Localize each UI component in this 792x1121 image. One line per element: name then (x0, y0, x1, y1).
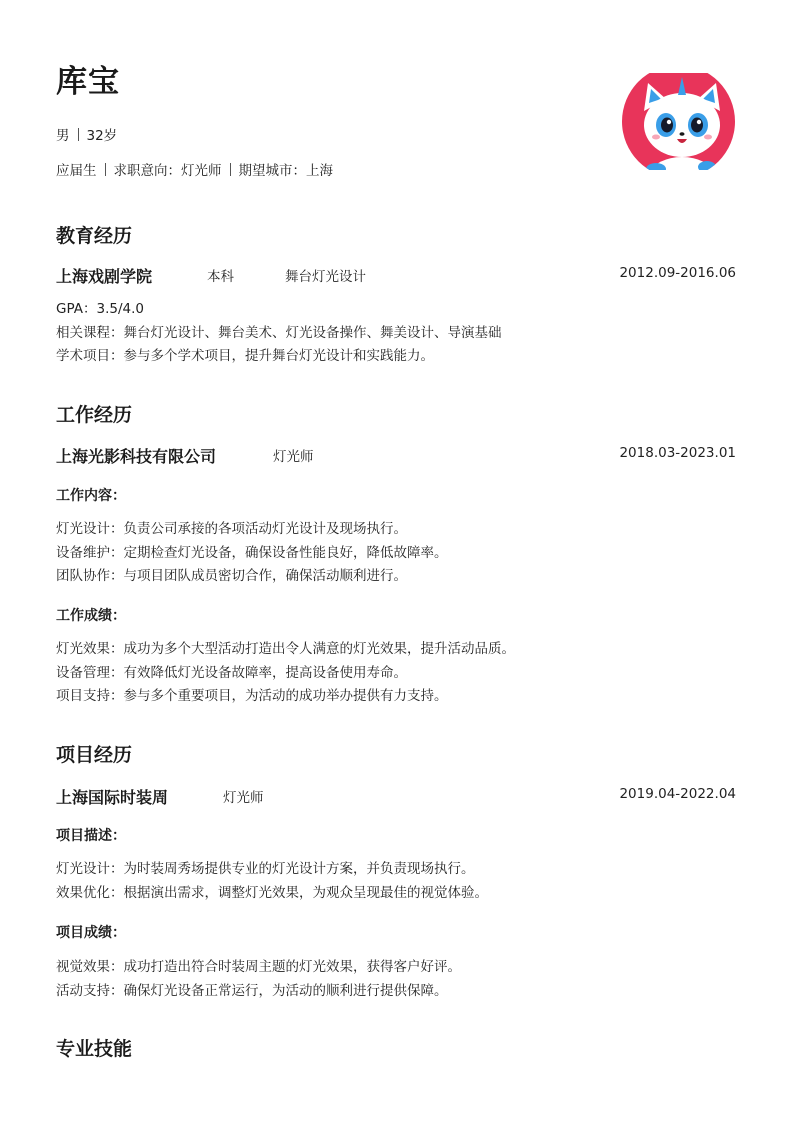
project-result-line: 活动支持：确保灯光设备正常运行，为活动的顺利进行提供保障。 (56, 982, 448, 999)
work-results-title: 工作成绩： (56, 608, 126, 624)
project-results-list (56, 956, 736, 1003)
education-line: 学术项目：参与多个学术项目，提升舞台灯光设计和实践能力。 (56, 348, 434, 364)
job-intent-info (56, 159, 333, 179)
separator (105, 163, 106, 176)
project-description-line: 效果优化：根据演出需求，调整灯光效果，为观众呈现最佳的视觉体验。 (56, 884, 488, 901)
work-result-line: 设备管理：有效降低灯光设备故障率，提高设备使用寿命。 (56, 664, 407, 681)
project-description-line: 灯光设计：为时装周秀场提供专业的灯光设计方案，并负责现场执行。 (56, 861, 475, 877)
basic-info (56, 124, 117, 144)
work-date: 2018.03-2023.01 (619, 445, 736, 461)
project-results-title: 项目成绩： (56, 925, 126, 941)
work-content-list (56, 518, 736, 589)
work-content-line: 设备维护：定期检查灯光设备，确保设备性能良好，降低故障率。 (56, 544, 448, 561)
section-title-work: 工作经历 (56, 404, 133, 426)
work-role: 灯光师 (273, 449, 314, 465)
project-role: 灯光师 (223, 790, 264, 806)
project-date: 2019.04-2022.04 (619, 786, 736, 802)
project-result-line: 视觉效果：成功打造出符合时装周主题的灯光效果，获得客户好评。 (56, 959, 461, 975)
work-content-line: 团队协作：与项目团队成员密切合作，确保活动顺利进行。 (56, 568, 407, 584)
project-description-list (56, 858, 736, 905)
school-name: 上海戏剧学院 (56, 267, 153, 286)
work-content-line: 灯光设计：负责公司承接的各项活动灯光设计及现场执行。 (56, 521, 407, 537)
separator (78, 128, 79, 141)
education-line: 相关课程：舞台灯光设计、舞台美术、灯光设备操作、舞美设计、导演基础 (56, 324, 502, 341)
section-title-skills: 专业技能 (56, 1038, 133, 1060)
expected-city: 期望城市：上海 (238, 163, 333, 179)
age: 32岁 (86, 128, 118, 144)
education-entry-header (56, 264, 736, 286)
work-entry-header (56, 444, 736, 466)
education-details (56, 298, 736, 369)
separator (230, 163, 231, 176)
work-result-line: 项目支持：参与多个重要项目，为活动的成功举办提供有力支持。 (56, 688, 448, 704)
project-description-title: 项目描述： (56, 828, 126, 844)
education-line: GPA：3.5/4.0 (56, 301, 144, 317)
degree: 本科 (207, 269, 234, 285)
major: 舞台灯光设计 (285, 269, 366, 285)
resume-name: 库宝 (56, 64, 120, 100)
section-title-project: 项目经历 (56, 744, 133, 766)
gender: 男 (56, 128, 70, 144)
candidate-status: 应届生 (56, 163, 97, 179)
project-entry-header (56, 785, 736, 807)
job-intent: 求职意向：灯光师 (113, 163, 222, 179)
project-name: 上海国际时装周 (56, 788, 169, 807)
company-name: 上海光影科技有限公司 (56, 447, 217, 466)
work-result-line: 灯光效果：成功为多个大型活动打造出令人满意的灯光效果，提升活动品质。 (56, 641, 515, 657)
work-content-title: 工作内容： (56, 488, 126, 504)
work-results-list (56, 638, 736, 709)
education-date: 2012.09-2016.06 (619, 265, 736, 281)
avatar (622, 73, 735, 170)
section-title-education: 教育经历 (56, 225, 133, 247)
